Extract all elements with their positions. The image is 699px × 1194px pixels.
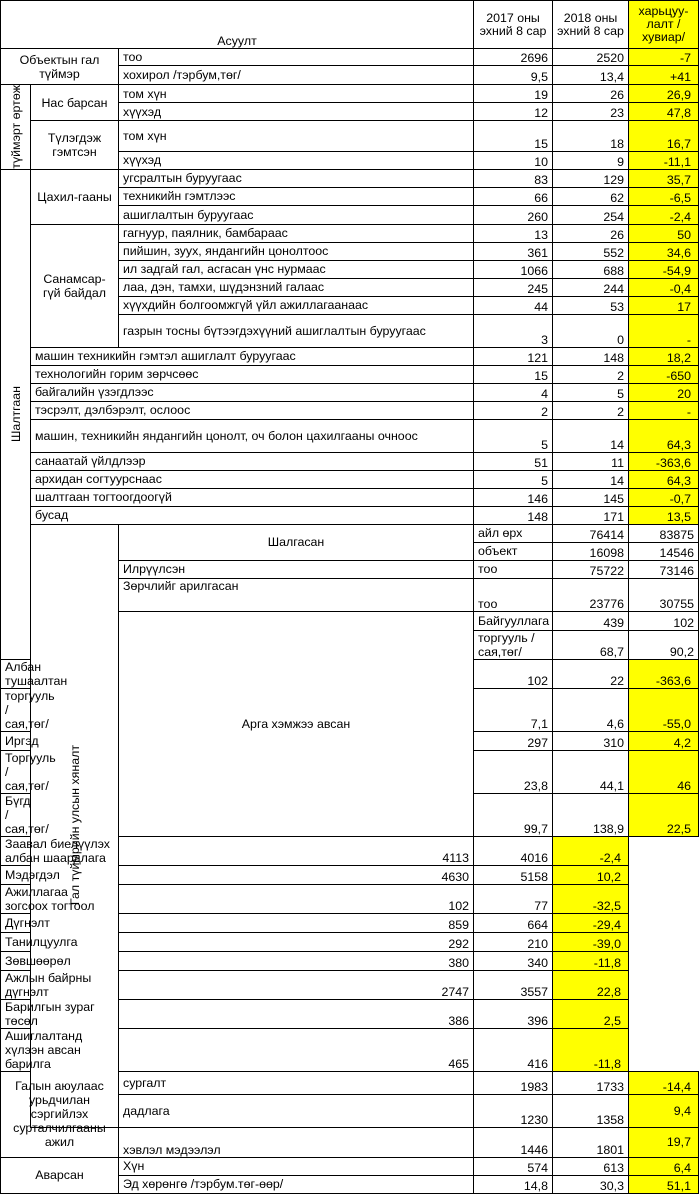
row-label: Бүгд /сая,төг/ bbox=[1, 793, 31, 836]
ratio-value: -2,4 bbox=[553, 836, 629, 865]
value-2017: 2 bbox=[474, 401, 553, 419]
row-label: Торгууль /сая,төг/ bbox=[1, 750, 31, 793]
group-injured: Түлэгдэж гэмтсэн bbox=[31, 121, 119, 170]
row-label: Зөвшөөрөл bbox=[1, 951, 119, 970]
group-rescue: Аварсан bbox=[1, 1157, 119, 1193]
ratio-value: -32,5 bbox=[553, 884, 629, 913]
value-2018: 244 bbox=[553, 278, 629, 296]
value-2018: 11 bbox=[553, 452, 629, 470]
ratio-value: 17 bbox=[629, 296, 699, 314]
row-label: тоо bbox=[474, 578, 553, 611]
value-2018: 73146 bbox=[629, 560, 699, 578]
ratio-value: 2,5 bbox=[553, 999, 629, 1028]
row-label: Барилгын зураг төсөл bbox=[1, 999, 119, 1028]
row-label: хүүхэд bbox=[119, 103, 474, 121]
value-2018: 148 bbox=[553, 347, 629, 365]
row-label: Ашиглалтанд хүлээн авсан барилга bbox=[1, 1028, 119, 1071]
row-label: хүүхэд bbox=[119, 151, 474, 169]
header-ratio: харьцуу-лалт /хувиар/ bbox=[629, 1, 699, 49]
value-2017: 51 bbox=[474, 452, 553, 470]
value-2017: 16098 bbox=[553, 542, 629, 560]
row-label: машин, техникийн яндангийн цонолт, оч болон цахилгааны очноос bbox=[31, 419, 474, 452]
table-row bbox=[1, 383, 699, 401]
value-2018: 23 bbox=[553, 103, 629, 121]
ratio-value: 19,7 bbox=[629, 1127, 699, 1157]
table-row bbox=[1, 365, 699, 383]
value-2018: 210 bbox=[474, 932, 553, 951]
row-label: дадлага bbox=[119, 1094, 474, 1127]
ratio-value: 34,6 bbox=[629, 242, 699, 260]
row-label: хэвлэл мэдээлэл bbox=[119, 1127, 474, 1157]
value-2018: 4,6 bbox=[553, 688, 629, 731]
row-label: пийшин, зуух, яндангийн цонолтоос bbox=[119, 242, 474, 260]
group-control: Гал түймрийн улсын хяналт bbox=[31, 524, 119, 1127]
group-eliminated: Зөрчлийг арилгасан bbox=[119, 578, 474, 611]
value-2018: 613 bbox=[553, 1157, 629, 1175]
value-2017: 12 bbox=[474, 103, 553, 121]
header-question: Асуулт bbox=[1, 1, 474, 49]
ratio-value: -11,1 bbox=[629, 151, 699, 169]
header-2017: 2017 оны эхний 8 сар bbox=[474, 1, 553, 49]
value-2018: 30,3 bbox=[553, 1175, 629, 1193]
row-label: том хүн bbox=[119, 121, 474, 152]
ratio-value: 50 bbox=[629, 224, 699, 242]
ratio-value: -2,4 bbox=[629, 205, 699, 224]
ratio-value: -55,0 bbox=[629, 688, 699, 731]
value-2017: 23776 bbox=[553, 578, 629, 611]
value-2018: 1733 bbox=[553, 1071, 629, 1094]
ratio-value: -7 bbox=[629, 49, 699, 66]
value-2017: 148 bbox=[474, 506, 553, 524]
value-2017: 10 bbox=[474, 151, 553, 169]
value-2017: 297 bbox=[474, 731, 553, 750]
value-2017: 859 bbox=[119, 913, 474, 932]
group-cause: Шалтгаан bbox=[1, 169, 31, 659]
value-2017: 9,5 bbox=[474, 66, 553, 85]
value-2018: 0 bbox=[553, 314, 629, 347]
ratio-value: 4,2 bbox=[629, 731, 699, 750]
ratio-value: 64,3 bbox=[629, 470, 699, 488]
value-2017: 23,8 bbox=[474, 750, 553, 793]
value-2018: 18 bbox=[553, 121, 629, 152]
ratio-value: -0,4 bbox=[629, 278, 699, 296]
table-row bbox=[1, 121, 699, 152]
group-careless: Санамсар-гүй байдал bbox=[31, 224, 119, 347]
value-2017: 121 bbox=[474, 347, 553, 365]
value-2018: 14546 bbox=[629, 542, 699, 560]
row-label: Ажиллагаа зогсоох тогтоол bbox=[1, 884, 119, 913]
row-label: санаатай үйлдлээр bbox=[31, 452, 474, 470]
value-2017: 102 bbox=[474, 659, 553, 688]
value-2018: 1801 bbox=[553, 1127, 629, 1157]
value-2017: 68,7 bbox=[553, 630, 629, 659]
group-object-fire: Объектын гал түймэр bbox=[1, 49, 119, 85]
group-fire-loss: түймэрт өртөж bbox=[1, 85, 31, 170]
value-2018: 138,9 bbox=[553, 793, 629, 836]
value-2018: 2520 bbox=[553, 49, 629, 66]
table-row bbox=[1, 1157, 699, 1175]
table-row bbox=[1, 169, 699, 187]
value-2017: 465 bbox=[119, 1028, 474, 1071]
value-2018: 310 bbox=[553, 731, 629, 750]
group-prevention: Галын аюулаас урьдчилан сэргийлэх сурталчилгааны ажил bbox=[1, 1071, 119, 1157]
ratio-value: 51,1 bbox=[629, 1175, 699, 1193]
value-2017: 1230 bbox=[474, 1094, 553, 1127]
value-2017: 292 bbox=[119, 932, 474, 951]
value-2018: 129 bbox=[553, 169, 629, 187]
value-2018: 83875 bbox=[629, 524, 699, 542]
row-label: байгалийн үзэгдлээс bbox=[31, 383, 474, 401]
value-2018: 14 bbox=[553, 419, 629, 452]
value-2018: 14 bbox=[553, 470, 629, 488]
value-2017: 4113 bbox=[119, 836, 474, 865]
value-2017: 76414 bbox=[553, 524, 629, 542]
value-2018: 30755 bbox=[629, 578, 699, 611]
ratio-value: -14,4 bbox=[629, 1071, 699, 1094]
ratio-value: 47,8 bbox=[629, 103, 699, 121]
row-label: хүүхдийн болгоомжгүй үйл ажиллагаанаас bbox=[119, 296, 474, 314]
value-2018: 688 bbox=[553, 260, 629, 278]
ratio-value: 9,4 bbox=[629, 1094, 699, 1127]
row-label: айл өрх bbox=[474, 524, 553, 542]
value-2018: 1358 bbox=[553, 1094, 629, 1127]
table-row bbox=[1, 488, 699, 506]
row-label: том хүн bbox=[119, 85, 474, 103]
table-row bbox=[1, 347, 699, 365]
row-label: Байгууллага bbox=[474, 611, 553, 630]
value-2018: 90,2 bbox=[629, 630, 699, 659]
row-label: Дүгнэлт bbox=[1, 913, 119, 932]
value-2018: 552 bbox=[553, 242, 629, 260]
row-label: Хүн bbox=[119, 1157, 474, 1175]
value-2017: 13 bbox=[474, 224, 553, 242]
ratio-value: 26,9 bbox=[629, 85, 699, 103]
row-label: технологийн горим зөрчсөөс bbox=[31, 365, 474, 383]
row-label: Танилцуулга bbox=[1, 932, 119, 951]
value-2018: 5158 bbox=[474, 865, 553, 884]
row-label: машин техникийн гэмтэл ашиглалт буруугаас bbox=[31, 347, 474, 365]
row-label: газрын тосны бүтээгдэхүүний ашиглалтын буруугаас bbox=[119, 314, 474, 347]
ratio-value: 16,7 bbox=[629, 121, 699, 152]
ratio-value: +41 bbox=[629, 66, 699, 85]
row-label: угсралтын буруугаас bbox=[119, 169, 474, 187]
value-2018: 26 bbox=[553, 85, 629, 103]
row-label: тоо bbox=[474, 560, 553, 578]
ratio-value: 22,5 bbox=[629, 793, 699, 836]
value-2018: 340 bbox=[474, 951, 553, 970]
header-2018: 2018 оны эхний 8 сар bbox=[553, 1, 629, 49]
value-2018: 396 bbox=[474, 999, 553, 1028]
ratio-value: 22,8 bbox=[553, 970, 629, 999]
table-row bbox=[1, 85, 699, 103]
ratio-value: 46 bbox=[629, 750, 699, 793]
value-2017: 66 bbox=[474, 187, 553, 205]
value-2018: 9 bbox=[553, 151, 629, 169]
row-label: Ажлын байрны дүгнэлт bbox=[1, 970, 119, 999]
table-row bbox=[1, 224, 699, 242]
row-label: лаа, дэн, тамхи, шүдэнзний галаас bbox=[119, 278, 474, 296]
value-2017: 260 bbox=[474, 205, 553, 224]
row-label: Заавал биелүүлэх албан шаардлага bbox=[1, 836, 119, 865]
value-2017: 15 bbox=[474, 365, 553, 383]
value-2018: 2 bbox=[553, 401, 629, 419]
row-label: гагнуур, паялник, бамбараас bbox=[119, 224, 474, 242]
ratio-value: -363,6 bbox=[629, 452, 699, 470]
ratio-value: 20 bbox=[629, 383, 699, 401]
value-2017: 75722 bbox=[553, 560, 629, 578]
ratio-value: 64,3 bbox=[629, 419, 699, 452]
value-2018: 2 bbox=[553, 365, 629, 383]
value-2018: 13,4 bbox=[553, 66, 629, 85]
value-2018: 53 bbox=[553, 296, 629, 314]
ratio-value: 10,2 bbox=[553, 865, 629, 884]
value-2018: 22 bbox=[553, 659, 629, 688]
ratio-value: -54,9 bbox=[629, 260, 699, 278]
ratio-value: - bbox=[629, 401, 699, 419]
ratio-value: 18,2 bbox=[629, 347, 699, 365]
value-2017: 380 bbox=[119, 951, 474, 970]
ratio-value: -11,8 bbox=[553, 951, 629, 970]
value-2018: 664 bbox=[474, 913, 553, 932]
value-2018: 62 bbox=[553, 187, 629, 205]
row-label: ашиглалтын буруугаас bbox=[119, 205, 474, 224]
ratio-value: -39,0 bbox=[553, 932, 629, 951]
row-label: тоо bbox=[119, 49, 474, 66]
value-2018: 3557 bbox=[474, 970, 553, 999]
value-2017: 44 bbox=[474, 296, 553, 314]
value-2018: 171 bbox=[553, 506, 629, 524]
table-row bbox=[1, 470, 699, 488]
row-label: торгууль /сая,төг/ bbox=[1, 688, 31, 731]
value-2018: 77 bbox=[474, 884, 553, 913]
table-row bbox=[1, 401, 699, 419]
row-label: ил задгай гал, асгасан үнс нурмаас bbox=[119, 260, 474, 278]
row-label: объект bbox=[474, 542, 553, 560]
group-measures: Арга хэмжээ авсан bbox=[119, 611, 474, 836]
ratio-value: -29,4 bbox=[553, 913, 629, 932]
row-label: сургалт bbox=[119, 1071, 474, 1094]
ratio-value: -6,5 bbox=[629, 187, 699, 205]
ratio-value: -363,6 bbox=[629, 659, 699, 688]
ratio-value: 13,5 bbox=[629, 506, 699, 524]
table-row bbox=[1, 419, 699, 452]
value-2017: 5 bbox=[474, 419, 553, 452]
table-row bbox=[1, 524, 699, 542]
row-label: торгууль /сая,төг/ bbox=[474, 630, 553, 659]
value-2018: 254 bbox=[553, 205, 629, 224]
table-row bbox=[1, 506, 699, 524]
ratio-value: 6,4 bbox=[629, 1157, 699, 1175]
value-2017: 574 bbox=[474, 1157, 553, 1175]
ratio-value: -0,7 bbox=[629, 488, 699, 506]
value-2017: 1983 bbox=[474, 1071, 553, 1094]
row-label: бусад bbox=[31, 506, 474, 524]
row-label: архидан согтуурснаас bbox=[31, 470, 474, 488]
group-inspected: Шалгасан bbox=[119, 524, 474, 560]
value-2017: 361 bbox=[474, 242, 553, 260]
value-2017: 4 bbox=[474, 383, 553, 401]
row-label: тэсрэлт, дэлбэрэлт, ослоос bbox=[31, 401, 474, 419]
value-2017: 83 bbox=[474, 169, 553, 187]
row-label: Мэдэгдэл bbox=[1, 865, 119, 884]
value-2017: 15 bbox=[474, 121, 553, 152]
row-label: Эд хөрөнгө /тэрбум.төг-өөр/ bbox=[119, 1175, 474, 1193]
value-2018: 102 bbox=[629, 611, 699, 630]
ratio-value: 35,7 bbox=[629, 169, 699, 187]
ratio-value: - bbox=[629, 314, 699, 347]
value-2017: 146 bbox=[474, 488, 553, 506]
value-2017: 5 bbox=[474, 470, 553, 488]
value-2017: 7,1 bbox=[474, 688, 553, 731]
header-row bbox=[1, 1, 699, 49]
group-found: Илрүүлсэн bbox=[119, 560, 474, 578]
value-2017: 19 bbox=[474, 85, 553, 103]
value-2018: 44,1 bbox=[553, 750, 629, 793]
value-2017: 386 bbox=[119, 999, 474, 1028]
ratio-value: -11,8 bbox=[553, 1028, 629, 1071]
value-2018: 4016 bbox=[474, 836, 553, 865]
value-2017: 99,7 bbox=[474, 793, 553, 836]
row-label: Албан тушаалтан bbox=[1, 659, 31, 688]
value-2017: 2696 bbox=[474, 49, 553, 66]
group-electric: Цахил-гааны bbox=[31, 169, 119, 224]
value-2017: 102 bbox=[119, 884, 474, 913]
value-2017: 14,8 bbox=[474, 1175, 553, 1193]
value-2017: 2747 bbox=[119, 970, 474, 999]
value-2017: 439 bbox=[553, 611, 629, 630]
value-2018: 5 bbox=[553, 383, 629, 401]
value-2018: 416 bbox=[474, 1028, 553, 1071]
row-label: Иргэд bbox=[1, 731, 31, 750]
value-2017: 1446 bbox=[474, 1127, 553, 1157]
value-2017: 4630 bbox=[119, 865, 474, 884]
value-2017: 3 bbox=[474, 314, 553, 347]
table-row bbox=[1, 49, 699, 66]
value-2018: 26 bbox=[553, 224, 629, 242]
value-2017: 245 bbox=[474, 278, 553, 296]
table-row bbox=[1, 452, 699, 470]
row-label: шалтгаан тогтоогдоогүй bbox=[31, 488, 474, 506]
row-label: хохирол /тэрбум,төг/ bbox=[119, 66, 474, 85]
ratio-value: -650 bbox=[629, 365, 699, 383]
row-label: техникийн гэмтлээс bbox=[119, 187, 474, 205]
value-2018: 145 bbox=[553, 488, 629, 506]
value-2017: 1066 bbox=[474, 260, 553, 278]
group-dead: Нас барсан bbox=[31, 85, 119, 121]
